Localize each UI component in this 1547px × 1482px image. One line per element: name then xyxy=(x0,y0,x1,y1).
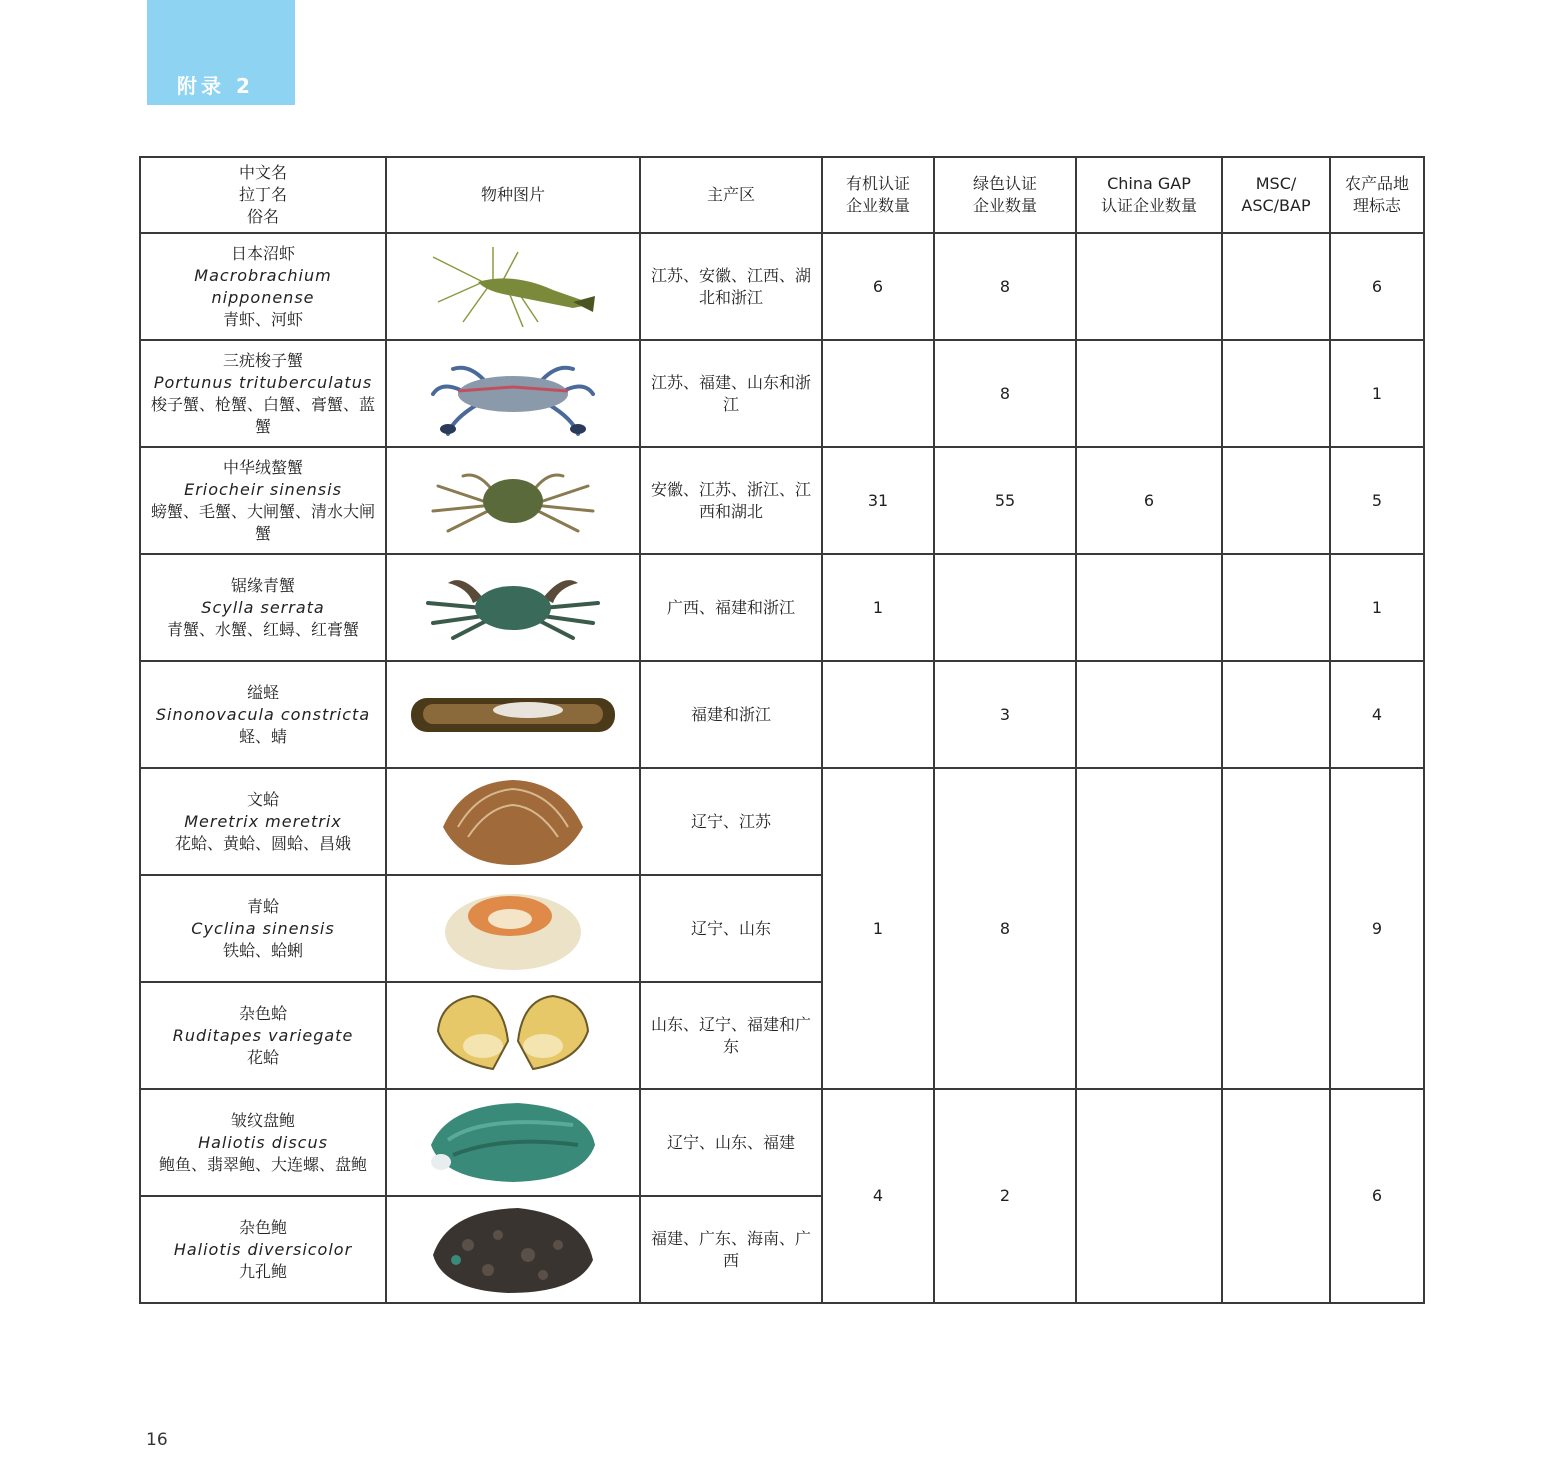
organic-count: 1 xyxy=(822,554,934,661)
header-image: 物种图片 xyxy=(386,157,640,233)
appendix-tab: 附录 2 xyxy=(147,0,295,105)
species-image-cell xyxy=(386,340,640,447)
organic-count: 6 xyxy=(822,233,934,340)
species-image-cell xyxy=(386,554,640,661)
header-row xyxy=(140,157,1424,233)
geo-count: 1 xyxy=(1330,554,1424,661)
gap-count xyxy=(1076,1089,1222,1303)
abalone-discus-image xyxy=(423,1100,603,1185)
species-image-cell xyxy=(386,233,640,340)
region-cell: 福建、广东、海南、广西 xyxy=(640,1196,822,1303)
organic-count xyxy=(822,340,934,447)
shrimp-image xyxy=(423,242,603,332)
organic-count: 4 xyxy=(822,1089,934,1303)
species-image-cell xyxy=(386,1089,640,1196)
species-name-cell: 青蛤 Cyclina sinensis 铁蛤、蛤蜊 xyxy=(140,875,386,982)
abalone-diversicolor-image xyxy=(428,1205,598,1295)
organic-count xyxy=(822,661,934,768)
region-cell: 辽宁、江苏 xyxy=(640,768,822,875)
table-row xyxy=(140,340,1424,447)
species-image-cell xyxy=(386,768,640,875)
green-count: 8 xyxy=(934,233,1076,340)
header-msc: MSC/ ASC/BAP xyxy=(1222,157,1330,233)
region-cell: 安徽、江苏、浙江、江西和湖北 xyxy=(640,447,822,554)
table-row xyxy=(140,661,1424,768)
region-cell: 福建和浙江 xyxy=(640,661,822,768)
species-name-cell: 杂色鲍 Haliotis diversicolor 九孔鲍 xyxy=(140,1196,386,1303)
region-cell: 广西、福建和浙江 xyxy=(640,554,822,661)
gap-count xyxy=(1076,340,1222,447)
header-organic: 有机认证 企业数量 xyxy=(822,157,934,233)
mitten-crab-image xyxy=(423,461,603,541)
gap-count xyxy=(1076,768,1222,1089)
msc-count xyxy=(1222,768,1330,1089)
species-image-cell xyxy=(386,1196,640,1303)
green-count: 2 xyxy=(934,1089,1076,1303)
geo-count: 4 xyxy=(1330,661,1424,768)
region-cell: 山东、辽宁、福建和广东 xyxy=(640,982,822,1089)
geo-count: 6 xyxy=(1330,1089,1424,1303)
geo-count: 6 xyxy=(1330,233,1424,340)
msc-count xyxy=(1222,447,1330,554)
header-green: 绿色认证 企业数量 xyxy=(934,157,1076,233)
species-name-cell: 中华绒螯蟹 Eriocheir sinensis 螃蟹、毛蟹、大闸蟹、清水大闸蟹 xyxy=(140,447,386,554)
header-geo-indication: 农产品地 理标志 xyxy=(1330,157,1424,233)
geo-count: 1 xyxy=(1330,340,1424,447)
table-row xyxy=(140,1089,1424,1196)
msc-count xyxy=(1222,340,1330,447)
table-row xyxy=(140,768,1424,875)
organic-count: 31 xyxy=(822,447,934,554)
gap-count xyxy=(1076,661,1222,768)
gap-count: 6 xyxy=(1076,447,1222,554)
region-cell: 江苏、福建、山东和浙江 xyxy=(640,340,822,447)
table-row xyxy=(140,447,1424,554)
species-image-cell xyxy=(386,982,640,1089)
green-count: 8 xyxy=(934,768,1076,1089)
mud-crab-image xyxy=(413,568,613,648)
msc-count xyxy=(1222,233,1330,340)
table-row xyxy=(140,554,1424,661)
msc-count xyxy=(1222,554,1330,661)
header-china-gap: China GAP 认证企业数量 xyxy=(1076,157,1222,233)
region-cell: 辽宁、山东、福建 xyxy=(640,1089,822,1196)
species-name-cell: 文蛤 Meretrix meretrix 花蛤、黄蛤、圆蛤、昌娥 xyxy=(140,768,386,875)
green-count: 3 xyxy=(934,661,1076,768)
gap-count xyxy=(1076,233,1222,340)
swimming-crab-image xyxy=(423,349,603,439)
geo-count: 5 xyxy=(1330,447,1424,554)
green-count xyxy=(934,554,1076,661)
green-count: 8 xyxy=(934,340,1076,447)
msc-count xyxy=(1222,1089,1330,1303)
species-name-cell: 锯缘青蟹 Scylla serrata 青蟹、水蟹、红蟳、红膏蟹 xyxy=(140,554,386,661)
species-image-cell xyxy=(386,447,640,554)
razor-clam-image xyxy=(408,690,618,740)
species-name-cell: 杂色蛤 Ruditapes variegate 花蛤 xyxy=(140,982,386,1089)
geo-count: 9 xyxy=(1330,768,1424,1089)
green-count: 55 xyxy=(934,447,1076,554)
msc-count xyxy=(1222,661,1330,768)
species-image-cell xyxy=(386,875,640,982)
species-certification-table xyxy=(139,156,1425,1304)
header-name: 中文名 拉丁名 俗名 xyxy=(140,157,386,233)
manila-clam-image xyxy=(433,991,593,1081)
table-row xyxy=(140,233,1424,340)
organic-count: 1 xyxy=(822,768,934,1089)
species-name-cell: 日本沼虾 Macrobrachium nipponense 青虾、河虾 xyxy=(140,233,386,340)
hard-clam-image xyxy=(433,777,593,867)
cyclina-clam-image xyxy=(438,884,588,974)
region-cell: 辽宁、山东 xyxy=(640,875,822,982)
species-name-cell: 缢蛏 Sinonovacula constricta 蛏、蜻 xyxy=(140,661,386,768)
header-region: 主产区 xyxy=(640,157,822,233)
region-cell: 江苏、安徽、江西、湖北和浙江 xyxy=(640,233,822,340)
species-name-cell: 皱纹盘鲍 Haliotis discus 鲍鱼、翡翠鲍、大连螺、盘鲍 xyxy=(140,1089,386,1196)
species-image-cell xyxy=(386,661,640,768)
gap-count xyxy=(1076,554,1222,661)
species-name-cell: 三疣梭子蟹 Portunus trituberculatus 梭子蟹、枪蟹、白蟹、膏蟹、蓝蟹 xyxy=(140,340,386,447)
page-number: 16 xyxy=(146,1430,168,1450)
